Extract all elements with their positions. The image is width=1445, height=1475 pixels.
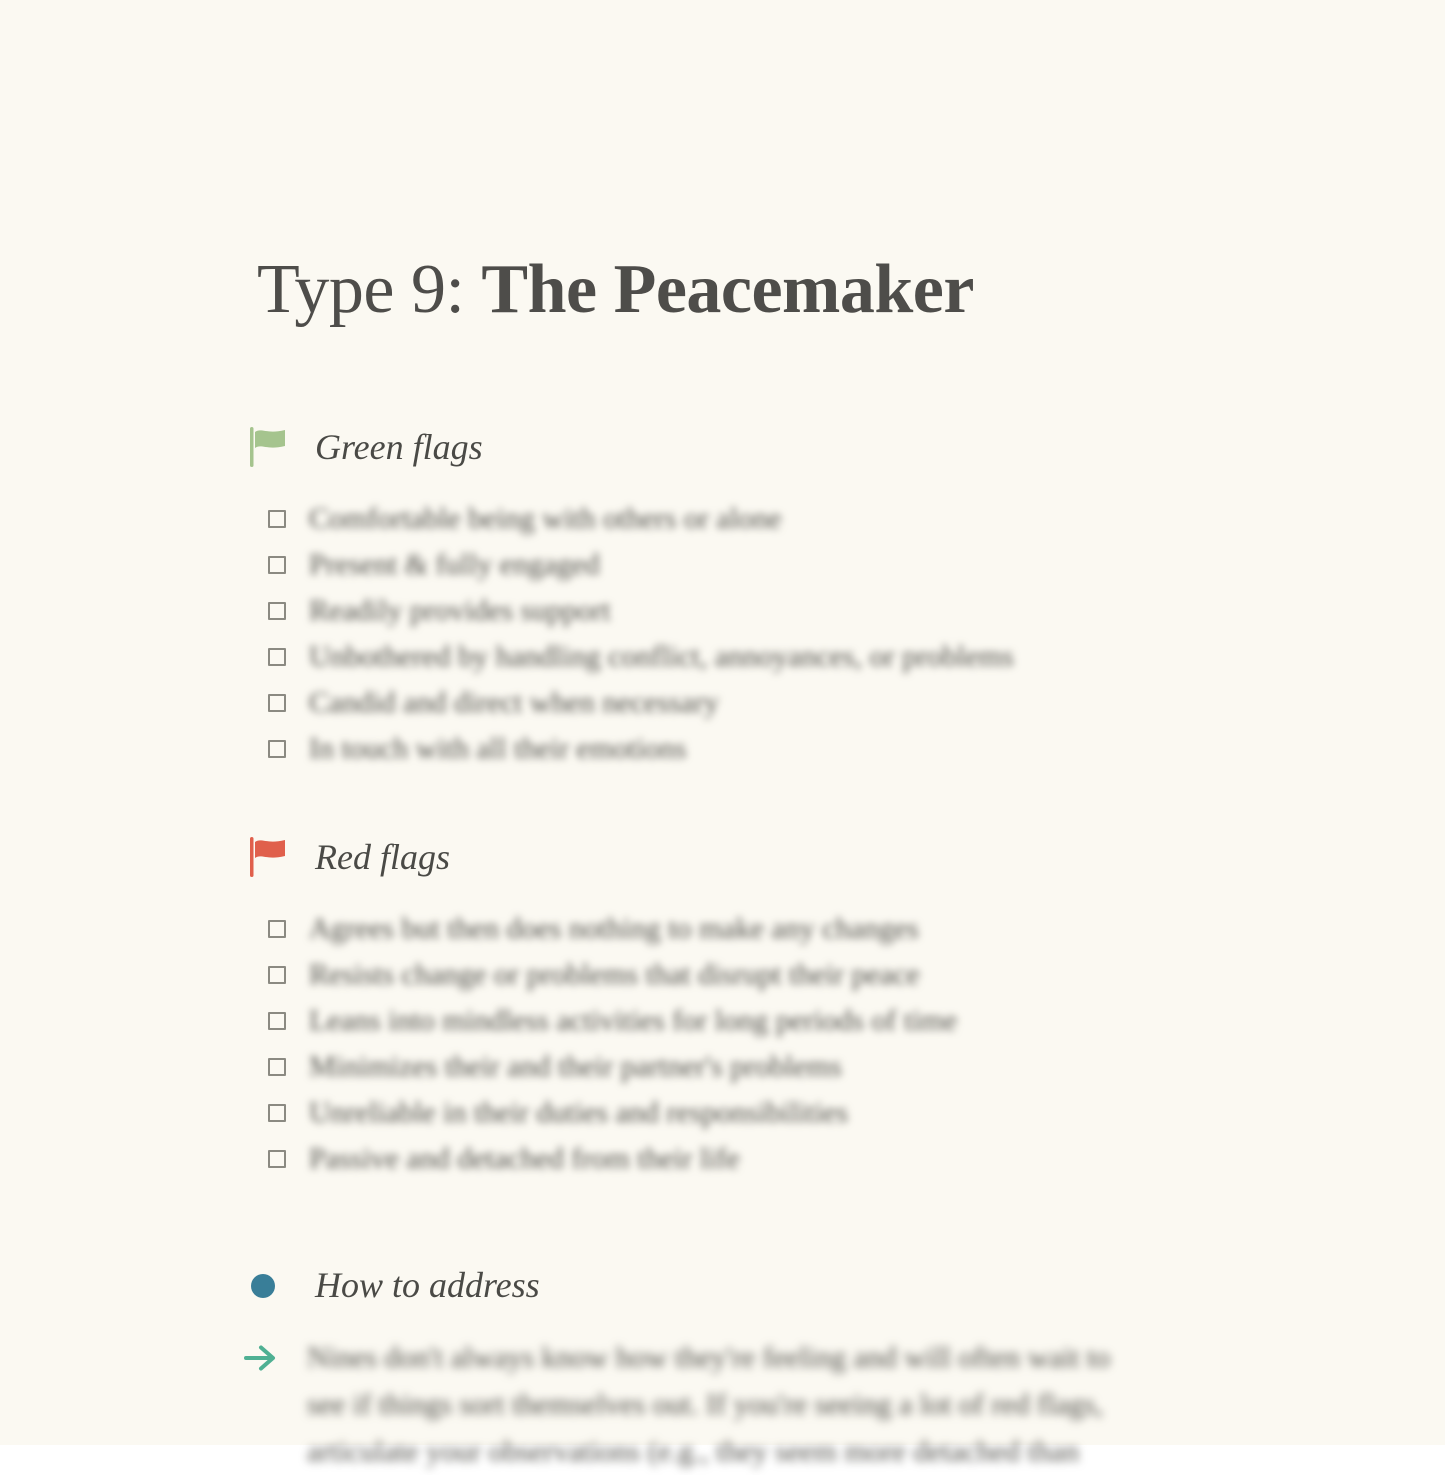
list-item bbox=[268, 634, 1014, 680]
section-heading-label: How to address bbox=[315, 1265, 540, 1305]
list-item-text: Comfortable being with others or alone bbox=[309, 502, 782, 535]
checkbox-icon[interactable] bbox=[268, 920, 286, 938]
list-item bbox=[268, 680, 1014, 726]
right-arrow-icon bbox=[243, 1343, 279, 1373]
list-item-text: Leans into mindless activities for long periods of time bbox=[309, 1004, 958, 1037]
list-item bbox=[268, 542, 1014, 588]
section-heading-label: Red flags bbox=[315, 837, 450, 877]
checkbox-icon[interactable] bbox=[268, 556, 286, 574]
paragraph-line: articulate your observations (e.g., they seem more detached than bbox=[307, 1435, 1080, 1468]
section-heading-red-flags bbox=[246, 834, 450, 880]
list-item-text: Present & fully engaged bbox=[309, 548, 600, 581]
list-item bbox=[268, 952, 957, 998]
list-item-text: Resists change or problems that disrupt their peace bbox=[309, 958, 920, 991]
red-flag-icon bbox=[246, 834, 288, 880]
green-flags-list bbox=[268, 496, 1014, 772]
section-heading-green-flags bbox=[246, 424, 483, 470]
checkbox-icon[interactable] bbox=[268, 740, 286, 758]
paragraph-line: Nines don't always know how they're feeling and will often wait to bbox=[307, 1341, 1111, 1374]
list-item-text: Readily provides support bbox=[309, 594, 611, 627]
checkbox-icon[interactable] bbox=[268, 510, 286, 528]
checkbox-icon[interactable] bbox=[268, 966, 286, 984]
green-flag-icon bbox=[246, 424, 288, 470]
list-item bbox=[268, 496, 1014, 542]
checkbox-icon[interactable] bbox=[268, 648, 286, 666]
list-item bbox=[268, 588, 1014, 634]
list-item bbox=[268, 1136, 957, 1182]
list-item-text: Unbothered by handling conflict, annoyances, or problems bbox=[309, 640, 1014, 673]
list-item-text: Unreliable in their duties and responsibilities bbox=[309, 1096, 849, 1129]
list-item bbox=[268, 1090, 957, 1136]
list-item-text: Minimizes their and their partner's problems bbox=[309, 1050, 842, 1083]
checkbox-icon[interactable] bbox=[268, 602, 286, 620]
checkbox-icon[interactable] bbox=[268, 1150, 286, 1168]
how-to-address-paragraph-row bbox=[243, 1334, 1217, 1475]
list-item bbox=[268, 998, 957, 1044]
section-heading-how-to-address bbox=[246, 1262, 540, 1308]
list-item bbox=[268, 906, 957, 952]
checkbox-icon[interactable] bbox=[268, 694, 286, 712]
page-title-emphasis: The Peacemaker bbox=[481, 251, 974, 328]
red-flags-list bbox=[268, 906, 957, 1182]
checkbox-icon[interactable] bbox=[268, 1104, 286, 1122]
list-item-text: Candid and direct when necessary bbox=[309, 686, 719, 719]
checkbox-icon[interactable] bbox=[268, 1058, 286, 1076]
list-item-text: In touch with all their emotions bbox=[309, 732, 687, 765]
list-item-text: Agrees but then does nothing to make any changes bbox=[309, 912, 919, 945]
list-item-text: Passive and detached from their life bbox=[309, 1142, 740, 1175]
list-item bbox=[268, 1044, 957, 1090]
how-to-address-paragraph bbox=[307, 1334, 1217, 1475]
paragraph-line: see if things sort themselves out. If you're seeing a lot of red flags, bbox=[307, 1388, 1104, 1421]
section-heading-label: Green flags bbox=[315, 427, 483, 467]
list-item bbox=[268, 726, 1014, 772]
page-title bbox=[257, 250, 974, 330]
teal-dot-icon bbox=[246, 1262, 288, 1308]
page-title-prefix: Type 9: bbox=[257, 251, 482, 328]
checkbox-icon[interactable] bbox=[268, 1012, 286, 1030]
